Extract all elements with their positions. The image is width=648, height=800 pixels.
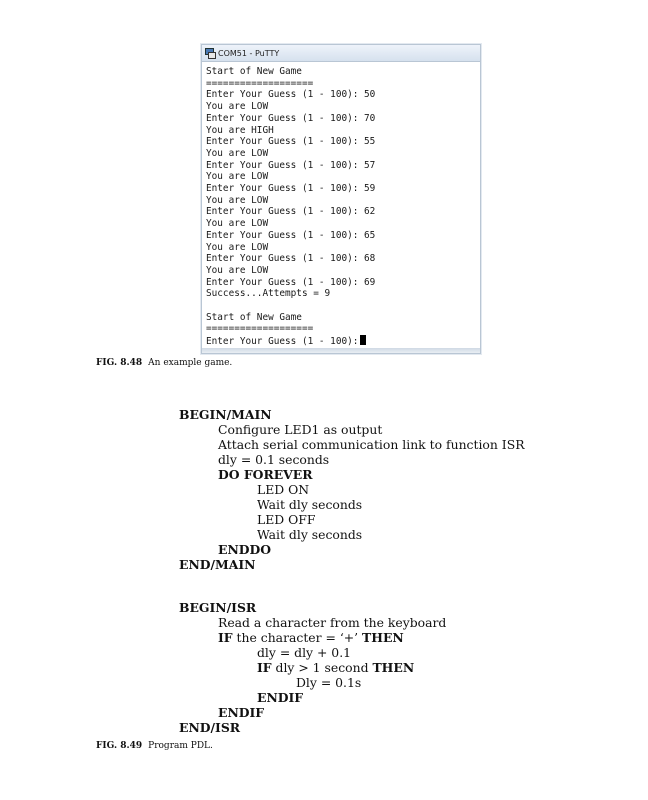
terminal-line: Enter Your Guess (1 - 100): 62 [206, 206, 376, 218]
pdl-endif: ENDIF [257, 690, 304, 705]
figure-caption-8-49 [96, 741, 213, 751]
putty-bottom-edge [202, 348, 480, 353]
pdl-line: dly = dly + 0.1 [257, 645, 352, 660]
putty-title: COM51 - PuTTY [218, 48, 280, 58]
pdl-line: Configure LED1 as output [218, 422, 383, 437]
terminal-line: Success...Attempts = 9 [206, 288, 331, 300]
terminal-line: You are LOW [206, 147, 269, 159]
pdl-line: Read a character from the keyboard [218, 615, 447, 630]
terminal-line: You are HIGH [206, 124, 274, 136]
pdl-if: IF dly > 1 second THEN [257, 660, 415, 675]
terminal-line [206, 300, 480, 312]
terminal-cursor [360, 335, 366, 345]
putty-icon [205, 48, 215, 58]
terminal-line: =================== [206, 77, 314, 89]
terminal-line: You are LOW [206, 194, 269, 206]
terminal-line: =================== [206, 323, 314, 335]
terminal-line: Enter Your Guess (1 - 100): 50 [206, 89, 376, 101]
terminal-line: You are LOW [206, 101, 269, 113]
pdl-line: Attach serial communication link to function ISR [218, 437, 525, 452]
terminal-line: Enter Your Guess (1 - 100): 57 [206, 159, 376, 171]
pdl-endif: ENDIF [218, 705, 265, 720]
pdl-line: Dly = 0.1s [296, 675, 362, 690]
figure-label: FIG. 8.48 [96, 358, 143, 368]
pdl-line: LED OFF [257, 512, 316, 527]
pdl-do-forever: DO FOREVER [218, 467, 313, 482]
pdl-begin-main: BEGIN/MAIN [179, 407, 272, 422]
figure-caption-text: An example game. [148, 358, 233, 368]
terminal-line: You are LOW [206, 171, 269, 183]
pdl-line: Wait dly seconds [257, 497, 363, 512]
terminal-line: Enter Your Guess (1 - 100): 59 [206, 183, 376, 195]
terminal-line: Enter Your Guess (1 - 100): 65 [206, 229, 376, 241]
pdl-line: Wait dly seconds [257, 527, 363, 542]
figure-label: FIG. 8.49 [96, 741, 143, 751]
figure-caption-text: Program PDL. [148, 741, 213, 751]
putty-titlebar[interactable] [202, 45, 480, 62]
terminal-line: Enter Your Guess (1 - 100): 70 [206, 112, 376, 124]
terminal-line: Start of New Game [206, 66, 302, 77]
terminal-line: You are LOW [206, 264, 269, 276]
terminal-line: Start of New Game [206, 311, 302, 323]
putty-window[interactable] [201, 44, 481, 354]
terminal-line: You are LOW [206, 241, 269, 253]
pdl-line: LED ON [257, 482, 310, 497]
pdl-end-isr: END/ISR [179, 720, 241, 735]
pdl-line: dly = 0.1 seconds [218, 452, 330, 467]
terminal-line: You are LOW [206, 218, 269, 230]
figure-caption-8-48 [96, 358, 232, 368]
terminal-line: Enter Your Guess (1 - 100): 68 [206, 253, 376, 265]
terminal-output[interactable] [202, 62, 480, 348]
pdl-end-main: END/MAIN [179, 557, 256, 572]
terminal-line: Enter Your Guess (1 - 100): 55 [206, 136, 376, 148]
pdl-begin-isr: BEGIN/ISR [179, 600, 257, 615]
terminal-line: Enter Your Guess (1 - 100): [206, 335, 480, 348]
terminal-line: Enter Your Guess (1 - 100): 69 [206, 276, 376, 288]
pdl-enddo: ENDDO [218, 542, 272, 557]
pdl-if: IF the character = ‘+’ THEN [218, 630, 404, 645]
